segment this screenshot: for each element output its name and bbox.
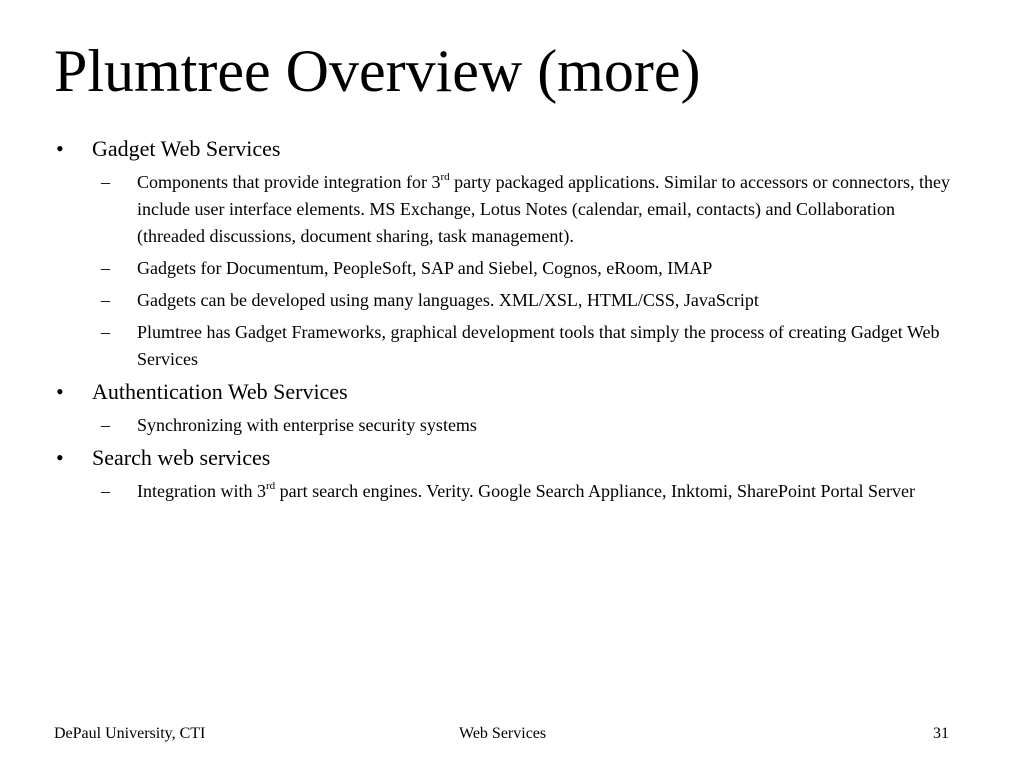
sub-item-text: Gadgets for Documentum, PeopleSoft, SAP and Siebel, Cognos, eRoom, IMAP	[137, 258, 713, 278]
bullet-icon: •	[56, 379, 64, 404]
sub-item-text: Integration with 3rd part search engines. Verity. Google Search Appliance, Inktomi, SharePoint Portal Server	[137, 480, 915, 501]
dash-icon: –	[101, 415, 110, 435]
sub-item	[54, 319, 954, 373]
slide-number: 31	[933, 725, 949, 742]
bullet-label: Gadget Web Services	[92, 136, 281, 161]
bullet-gadget-web-services	[54, 134, 954, 164]
sub-item-text: Gadgets can be developed using many languages. XML/XSL, HTML/CSS, JavaScript	[137, 290, 759, 310]
sub-item-text: Plumtree has Gadget Frameworks, graphical development tools that simply the process of creating Gadget Web Services	[137, 322, 940, 369]
bullet-label: Authentication Web Services	[92, 379, 348, 404]
slide-content	[54, 134, 954, 505]
bullet-icon: •	[56, 445, 64, 470]
dash-icon: –	[101, 172, 110, 192]
bullet-search-web-services	[54, 443, 954, 473]
dash-icon: –	[101, 290, 110, 310]
footer-course-title: Web Services	[459, 725, 547, 742]
sub-item	[54, 255, 954, 282]
sub-list	[54, 412, 954, 439]
sub-item	[54, 287, 954, 314]
sub-item-text: Synchronizing with enterprise security systems	[137, 415, 477, 435]
sub-list	[54, 478, 954, 505]
footer-institution: DePaul University, CTI	[54, 725, 206, 742]
sub-item	[54, 169, 954, 250]
dash-icon: –	[101, 481, 110, 501]
bullet-authentication-web-services	[54, 377, 954, 407]
sub-list	[54, 169, 954, 373]
sub-item-text: Components that provide integration for 3rd party packaged applications. Similar to accessors or connectors, they include user interface elements. MS Exchange, Lotus Notes (calendar, email, contacts) and Collaboration (threaded discussions, document sharing, task management).	[137, 171, 950, 246]
slide-title: Plumtree Overview (more)	[54, 38, 701, 104]
sub-item	[54, 412, 954, 439]
dash-icon: –	[101, 322, 110, 342]
sub-item	[54, 478, 954, 505]
bullet-label: Search web services	[92, 445, 271, 470]
bullet-icon: •	[56, 136, 64, 161]
superscript: rd	[440, 171, 450, 183]
dash-icon: –	[101, 258, 110, 278]
superscript: rd	[265, 480, 276, 492]
